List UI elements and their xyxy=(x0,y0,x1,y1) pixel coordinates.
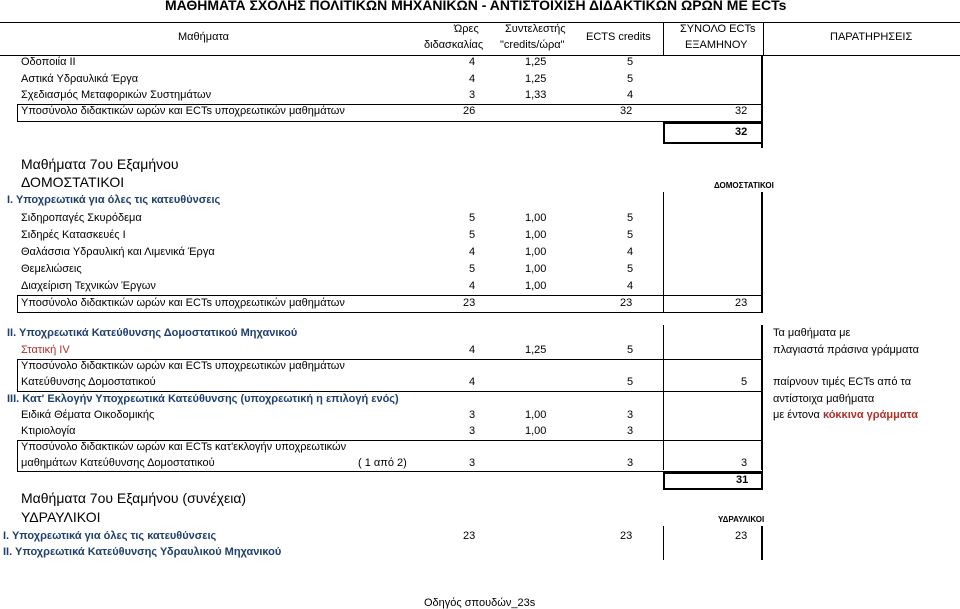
subtotal-ects: 23 xyxy=(620,297,633,309)
hours-cell: 4 xyxy=(469,73,476,85)
hours-cell: 5 xyxy=(469,212,476,224)
direction-heading: ΔΟΜΟΣΤΑΤΙΚΟΙ xyxy=(21,174,125,190)
table-row: Κτιριολογία xyxy=(21,425,76,437)
semester-total: 32 xyxy=(735,126,748,138)
table-row: Οδοποιία ΙΙ xyxy=(21,56,76,68)
coef-cell: 1,00 xyxy=(525,280,547,292)
header-hours-1: Ώρες xyxy=(454,23,479,35)
header-ects: ECTS credits xyxy=(586,31,651,43)
header-courses: Μαθήματα xyxy=(178,31,230,43)
table-row: Σιδηροπαγές Σκυρόδεμα xyxy=(21,212,142,224)
note-red-text: κόκκινα γράμματα xyxy=(822,409,918,421)
ects-cell: 5 xyxy=(627,212,634,224)
subtotal-label: Υποσύνολο διδακτικών ωρών και ECTs υποχρεωτικών μαθημάτων xyxy=(21,297,345,309)
direction-heading: ΥΔΡΑΥΛΙΚΟΙ xyxy=(21,509,101,525)
subtotal-total: 23 xyxy=(735,297,748,309)
hours-cell: 4 xyxy=(469,56,476,68)
table-row: Σιδηρές Κατασκευές Ι xyxy=(21,229,126,241)
subtotal-label: Υποσύνολο διδακτικών ωρών και ECTs υποχρεωτικών μαθημάτων xyxy=(21,360,345,372)
subtotal-ects: 23 xyxy=(620,530,633,542)
table-row: Θαλάσσια Υδραυλική και Λιμενικά Έργα xyxy=(21,246,215,258)
ects-cell: 4 xyxy=(627,280,634,292)
header-total-1: ΣΥΝΟΛΟ ECTs xyxy=(680,23,756,35)
ects-cell: 5 xyxy=(627,56,634,68)
header-notes: ΠΑΡΑΤΗΡΗΣΕΙΣ xyxy=(830,31,913,43)
coef-cell: 1,00 xyxy=(525,212,547,224)
semester-heading: Μαθήματα 7ου Εξαμήνου (συνέχεια) xyxy=(21,490,247,506)
page-title: ΜΑΘΗΜΑΤΑ ΣΧΟΛΗΣ ΠΟΛΙΤΙΚΩΝ ΜΗΧΑΝΙΚΩΝ - ΑΝΤΙΣΤΟΙΧΙΣΗ ΔΙΔΑΚΤΙΚΩΝ ΩΡΩΝ ΜΕ ECTs xyxy=(165,0,787,13)
subtotal-label: Υποσύνολο διδακτικών ωρών και ECTs κατ'εκλογήν υποχρεωτικών xyxy=(21,441,347,453)
hours-cell: 3 xyxy=(469,89,476,101)
semester-total: 31 xyxy=(736,474,749,486)
coef-cell: 1,00 xyxy=(525,263,547,275)
subtotal-ects: 3 xyxy=(627,457,634,469)
section-part-2: ΙΙ. Υποχρεωτικά Κατεύθυνσης Δομοστατικού Μηχανικού xyxy=(7,327,298,339)
subtotal-hours: 26 xyxy=(463,105,476,117)
table-row: Ειδικά Θέματα Οικοδομικής xyxy=(21,409,155,421)
table-row: Στατική IV xyxy=(21,344,70,356)
coef-cell: 1,25 xyxy=(525,73,547,85)
subtotal-label: Υποσύνολο διδακτικών ωρών και ECTs υποχρεωτικών μαθημάτων xyxy=(21,105,345,117)
semester-heading: Μαθήματα 7ου Εξαμήνου xyxy=(21,156,179,172)
direction-tag: ΥΔΡΑΥΛΙΚΟΙ xyxy=(718,515,765,524)
coef-cell: 1,25 xyxy=(525,56,547,68)
col-border xyxy=(761,526,763,560)
note-line xyxy=(773,409,918,421)
header-coef-1: Συντελεστής xyxy=(505,23,566,35)
note-line: παίρνουν τιμές ECTs από τα xyxy=(773,376,912,388)
page-footer: Οδηγός σπουδών_23s xyxy=(424,597,536,609)
header-coef-2: "credits/ώρα" xyxy=(500,39,565,51)
header-total-2: ΕΞΑΜΗΝΟΥ xyxy=(685,39,748,51)
hours-cell: 4 xyxy=(469,280,476,292)
table-row: Σχεδιασμός Μεταφορικών Συστημάτων xyxy=(21,89,212,101)
header-divider xyxy=(763,22,764,56)
subtotal-hours: 3 xyxy=(469,457,476,469)
header-hours-2: διδασκαλίας xyxy=(424,39,484,51)
subtotal-hours: 4 xyxy=(469,376,476,388)
subtotal-ects: 32 xyxy=(620,105,633,117)
ects-cell: 3 xyxy=(627,425,634,437)
hours-cell: 3 xyxy=(469,425,476,437)
ects-cell: 5 xyxy=(627,263,634,275)
section-part-3: ΙΙΙ. Κατ' Εκλογήν Υποχρεωτικά Κατεύθυνσης (υποχρεωτική η επιλογή ενός) xyxy=(7,393,399,405)
coef-cell: 1,00 xyxy=(525,409,547,421)
table-row: Αστικά Υδραυλικά Έργα xyxy=(21,73,139,85)
ects-cell: 3 xyxy=(627,409,634,421)
subtotal-total: 3 xyxy=(741,457,748,469)
header-divider xyxy=(663,22,664,56)
coef-cell: 1,00 xyxy=(525,229,547,241)
hours-cell: 4 xyxy=(469,246,476,258)
subtotal-hours: 23 xyxy=(463,530,476,542)
hours-cell: 5 xyxy=(469,263,476,275)
section-part-2: ΙΙ. Υποχρεωτικά Κατεύθυνσης Υδραυλικού Μηχανικού xyxy=(3,546,282,558)
note-prefix: με έντονα xyxy=(773,409,823,421)
hours-cell: 4 xyxy=(469,344,476,356)
note-line: αντίστοιχα μαθήματα xyxy=(773,393,875,405)
direction-tag: ΔΟΜΟΣΤΑΤΙΚΟΙ xyxy=(714,181,774,190)
table-row: Διαχείριση Τεχνικών Έργων xyxy=(21,280,156,292)
subtotal-total: 5 xyxy=(741,376,748,388)
coef-cell: 1,00 xyxy=(525,246,547,258)
semester-total-box xyxy=(663,122,763,144)
hours-cell: 5 xyxy=(469,229,476,241)
choice-note: ( 1 από 2) xyxy=(358,457,407,469)
hours-cell: 3 xyxy=(469,409,476,421)
note-line: πλαγιαστά πράσινα γράμματα xyxy=(773,344,920,356)
ects-cell: 5 xyxy=(627,344,634,356)
subtotal-total: 32 xyxy=(735,105,748,117)
subtotal-label-2: μαθημάτων Κατεύθυνσης Δομοστατικού xyxy=(21,457,215,469)
coef-cell: 1,25 xyxy=(525,344,547,356)
ects-cell: 4 xyxy=(627,246,634,258)
ects-cell: 5 xyxy=(627,73,634,85)
col-border xyxy=(663,526,664,560)
subtotal-hours: 23 xyxy=(463,297,476,309)
table-row: Θεμελιώσεις xyxy=(21,263,82,275)
subtotal-total: 23 xyxy=(735,530,748,542)
ects-cell: 4 xyxy=(627,89,634,101)
section-part-1: Ι. Υποχρεωτικά για όλες τις κατευθύνσεις xyxy=(7,194,221,206)
section-part-1: Ι. Υποχρεωτικά για όλες τις κατευθύνσεις xyxy=(3,530,217,542)
subtotal-label-2: Κατεύθυνσης Δομοστατικού xyxy=(21,376,156,388)
coef-cell: 1,33 xyxy=(525,89,547,101)
note-line: Τα μαθήματα με xyxy=(773,327,851,339)
coef-cell: 1,00 xyxy=(525,425,547,437)
subtotal-ects: 5 xyxy=(627,376,634,388)
ects-cell: 5 xyxy=(627,229,634,241)
